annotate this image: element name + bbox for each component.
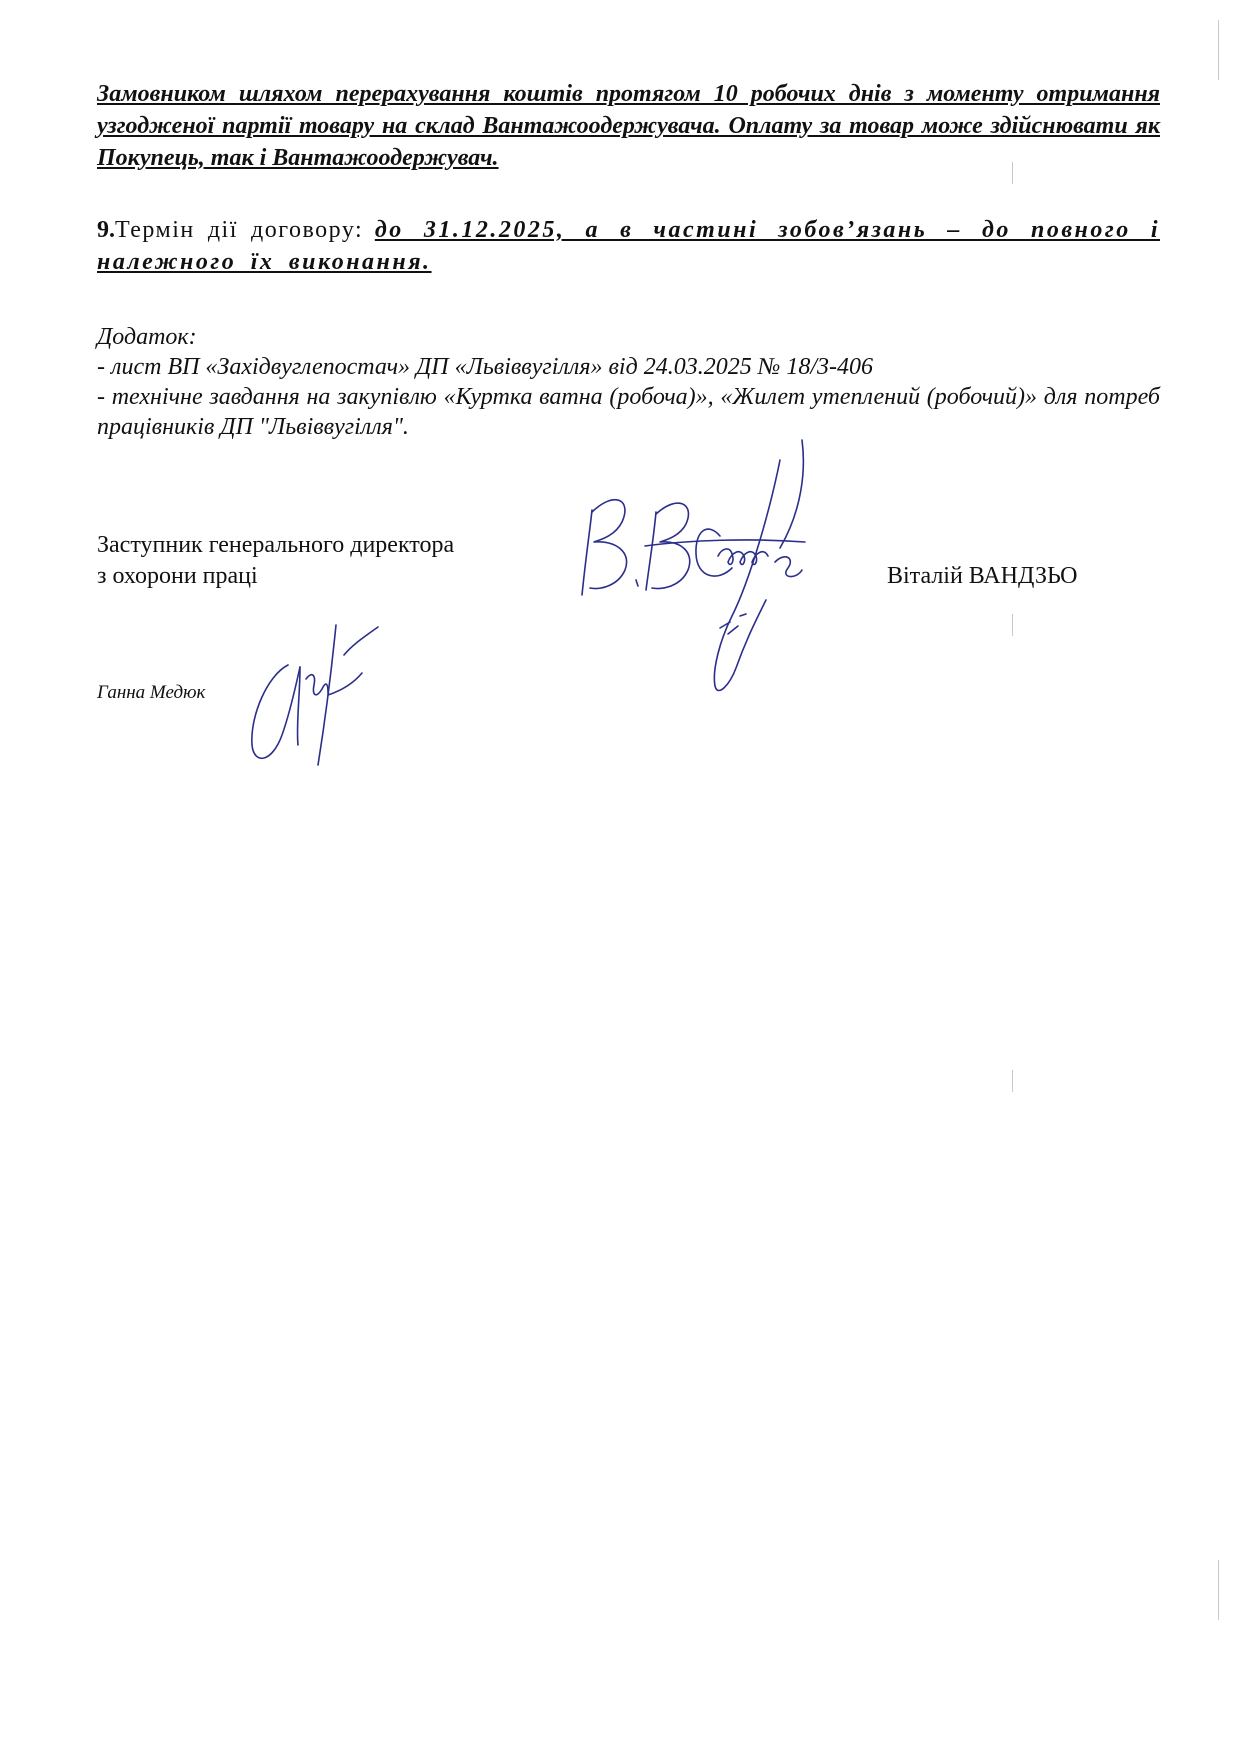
scan-mark <box>1218 20 1219 80</box>
term-clause <box>97 214 1160 278</box>
term-label: Термін дії договору: <box>115 217 364 243</box>
scan-mark <box>1218 1560 1219 1620</box>
executor-name: Ганна Медюк <box>97 682 206 703</box>
executor-signature <box>240 615 400 775</box>
scan-mark <box>1012 162 1013 184</box>
payment-clause: Замовником шляхом перерахування коштів протягом 10 робочих днів з моменту отримання узгодженої партії товару на склад Вантажоодержувача. Оплату за товар може здійснювати як Покупець, так і Вантажоодержувач. <box>97 81 1160 171</box>
signatory-name: Віталій ВАНДЗЬО <box>887 563 1078 589</box>
appendix <box>97 322 1160 442</box>
signatory-title <box>97 530 454 592</box>
director-signature <box>570 430 880 700</box>
term-value: до 31.12.2025, а в частині зобов’язань – до повного і належного їх виконання. <box>97 217 1161 275</box>
signatory-title-line: з охорони праці <box>97 563 258 589</box>
clause-number: 9. <box>97 217 115 243</box>
signatory-title-line: Заступник генерального директора <box>97 532 455 558</box>
appendix-item: - лист ВП «Західвуглепостач» ДП «Львіввугілля» від 24.03.2025 № 18/3-406 <box>97 354 874 380</box>
appendix-title: Додаток: <box>97 324 197 350</box>
scan-mark <box>1012 614 1013 636</box>
scan-mark <box>1012 1070 1013 1092</box>
appendix-item: - технічне завдання на закупівлю «Куртка ватна (робоча)», «Жилет утеплений (робочий)» для потреб працівників ДП "Львіввугілля". <box>97 384 1160 440</box>
